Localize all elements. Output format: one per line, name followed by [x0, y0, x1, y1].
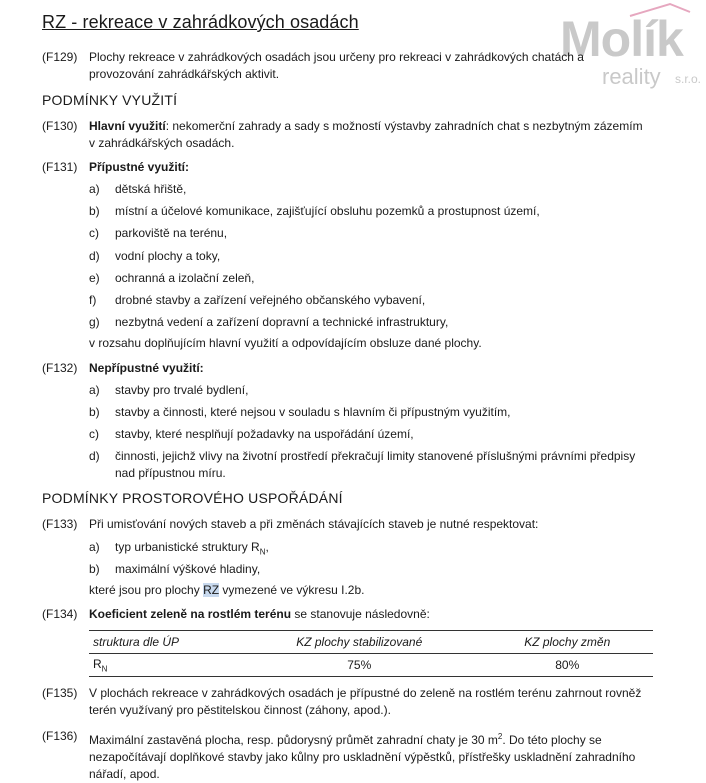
f134-bold: Koeficient zeleně na rostlém terénu	[89, 607, 292, 621]
f133-a-text: typ urbanistické struktury R	[115, 540, 260, 554]
code-f133: (F133)	[42, 517, 78, 531]
list-item	[89, 427, 414, 441]
list-item	[89, 182, 186, 196]
list-text: místní a účelové komunikace, zajišťující obsluhu pozemků a prostupnost území,	[115, 204, 540, 219]
f130-rest: : nekomerční zahrady a sady s možností výstavby zahradních chat s nezbytným zázemím	[165, 119, 643, 133]
code-f131: (F131)	[42, 160, 78, 174]
list-text: nezbytná vedení a zařízení dopravní a technické infrastruktury,	[115, 315, 449, 330]
f129-line2: provozování zahrádkářských aktivit.	[89, 67, 280, 81]
f132-heading: Nepřípustné využití:	[89, 361, 204, 375]
f132-d-continued: nad přípustnou míru.	[115, 466, 226, 480]
logo-brand: Molík	[560, 11, 683, 67]
table-header-stabilized: KZ plochy stabilizované	[237, 631, 481, 654]
list-item	[89, 315, 448, 329]
f133-a-marker: a)	[89, 540, 100, 554]
list-text: vodní plochy a toky,	[115, 248, 221, 263]
list-text: parkoviště na terénu,	[115, 226, 228, 241]
paragraph-f136	[89, 728, 649, 783]
f136-line1b: . Do této plochy se	[502, 733, 602, 747]
list-text: drobné stavby a zařízení veřejného občanského vybavení,	[115, 293, 426, 307]
f130-bold: Hlavní využití	[89, 119, 166, 133]
list-marker: b)	[89, 204, 100, 219]
list-item	[89, 271, 254, 285]
list-item	[89, 383, 248, 397]
f133-item-a	[89, 540, 269, 556]
code-f130: (F130)	[42, 119, 78, 133]
f133-tail	[89, 583, 364, 597]
list-text: dětská hřiště,	[115, 182, 187, 196]
f130-line2: v zahrádkářských osadách.	[89, 136, 235, 150]
kz-table	[89, 630, 653, 677]
f133-item-b	[89, 562, 260, 576]
logo-sub: reality	[602, 64, 661, 89]
f129-line1: Plochy rekreace v zahrádkových osadách jsou určeny pro rekreaci v zahrádkových chatách a	[89, 50, 584, 64]
f133-a-end: ,	[265, 540, 269, 554]
list-marker: d)	[89, 248, 100, 263]
code-f129: (F129)	[42, 50, 78, 64]
f136-line2: nezapočítávají doplňkové stavby jako kůlny pro uskladnění výpěstků, přístřešky uskladnění zahradního	[89, 750, 636, 764]
table-row	[89, 654, 653, 677]
table-header-row	[89, 631, 653, 654]
code-f136: (F136)	[42, 729, 78, 743]
row-label-sub: N	[101, 664, 108, 674]
f136-sup: 2	[497, 732, 503, 741]
list-marker: c)	[89, 427, 99, 441]
list-marker: d)	[89, 449, 100, 463]
code-f132: (F132)	[42, 361, 78, 375]
list-marker: f)	[89, 293, 97, 307]
list-text: stavby a činnosti, které nejsou v souladu s hlavním či přípustným využitím,	[115, 405, 511, 419]
list-text: stavby, které nesplňují požadavky na uspořádání území,	[115, 427, 414, 441]
section-heading-spatial: PODMÍNKY PROSTOROVÉHO USPOŘÁDÁNÍ	[42, 490, 343, 506]
f133-tail1: které jsou pro plochy	[89, 583, 204, 597]
list-marker: c)	[89, 226, 99, 241]
f135-line1: V plochách rekreace v zahrádkových osadách je přípustné do zeleně na rostlém terénu zahrnout rovněž	[89, 686, 642, 700]
list-item	[89, 249, 220, 263]
list-item	[89, 449, 635, 463]
list-marker: a)	[89, 383, 100, 397]
list-marker: b)	[89, 405, 100, 419]
f131-tail: v rozsahu doplňujícím hlavní využití a odpovídajícím obsluze dané plochy.	[89, 336, 482, 350]
list-text: ochranná a izolační zeleň,	[115, 270, 255, 285]
paragraph-f135	[89, 685, 649, 719]
list-marker: e)	[89, 270, 100, 285]
f131-heading: Přípustné využití:	[89, 160, 190, 174]
f133-a-sub: N	[259, 547, 266, 557]
table-cell-label	[89, 654, 237, 677]
list-text: stavby pro trvalé bydlení,	[115, 383, 249, 397]
list-marker: a)	[89, 182, 100, 196]
f133-tail2: vymezené ve výkresu I.2b.	[219, 583, 365, 597]
code-f135: (F135)	[42, 686, 78, 700]
paragraph-f129	[89, 49, 649, 83]
logo-suffix: s.r.o.	[675, 72, 702, 86]
list-item	[89, 405, 511, 419]
f133-text: Při umisťování nových staveb a při změnách stávajících staveb je nutné respektovat:	[89, 517, 539, 531]
f134-text	[89, 607, 430, 621]
f136-line1a: Maximální zastavěná plocha, resp. půdorysný průmět zahradní chaty je 30 m	[89, 733, 498, 747]
list-marker: g)	[89, 315, 100, 330]
list-text: činnosti, jejichž vlivy na životní prostředí překračují limity stanovené příslušnými právními předpisy	[115, 449, 636, 463]
page-title: RZ - rekreace v zahrádkových osadách	[42, 12, 359, 32]
f135-line2: terén využívaný pro pěstitelskou činnost (záhony, apod.).	[89, 703, 391, 717]
table-cell-v2: 80%	[481, 654, 653, 677]
list-item	[89, 226, 227, 240]
f136-line3: nářadí, apod.	[89, 767, 160, 781]
code-f134: (F134)	[42, 607, 78, 621]
f133-b-text: maximální výškové hladiny,	[115, 562, 261, 576]
row-label: R	[93, 656, 102, 671]
table-cell-v1: 75%	[237, 654, 481, 677]
f134-rest: se stanovuje následovně:	[291, 607, 430, 621]
paragraph-f130	[89, 118, 649, 152]
section-heading-usage: PODMÍNKY VYUŽITÍ	[42, 92, 178, 108]
list-item	[89, 293, 425, 307]
list-item	[89, 204, 540, 218]
table-header-structure: struktura dle ÚP	[89, 631, 237, 654]
f133-b-marker: b)	[89, 562, 100, 576]
table-header-changes: KZ plochy změn	[481, 631, 653, 654]
f133-tail-highlight: RZ	[203, 583, 220, 597]
